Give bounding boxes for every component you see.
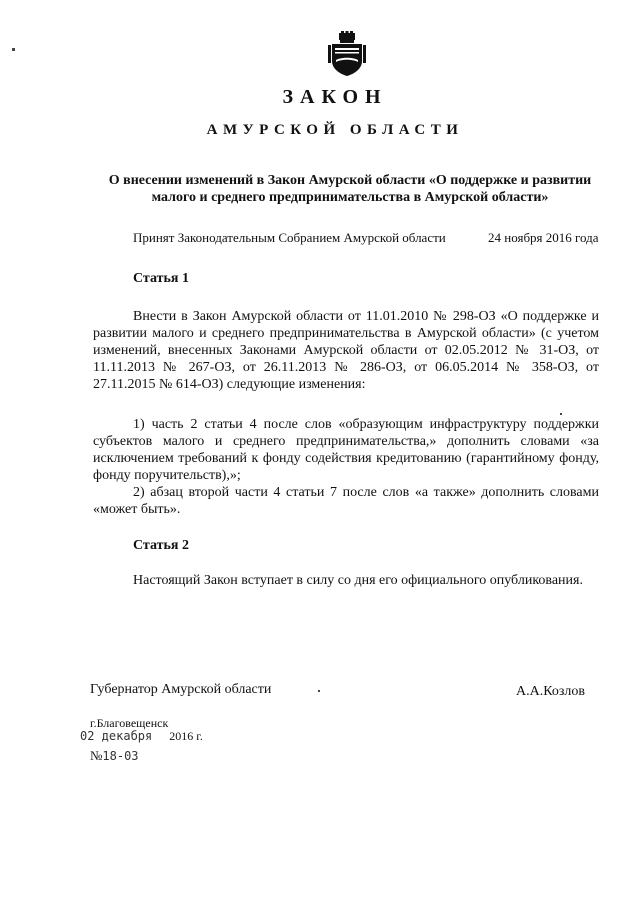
scan-speck bbox=[12, 48, 15, 51]
adoption-label: Принят Законодательным Собранием Амурской области bbox=[133, 230, 446, 245]
article-1-title: Статья 1 bbox=[133, 271, 189, 286]
coat-of-arms-icon bbox=[327, 31, 367, 76]
article-1-paragraph-2: 1) часть 2 статьи 4 после слов «образующим инфраструктуру поддержки субъектов малого и среднего предпринимательства,» дополнить словами «за исключением требований к фонду содействия кредитованию (гарантийному фонду, фонду поручительств),»; bbox=[93, 417, 599, 483]
article-2-title: Статья 2 bbox=[133, 538, 189, 553]
date-year: 2016 г. bbox=[169, 729, 203, 743]
scan-speck bbox=[318, 690, 320, 692]
document-title: ЗАКОН bbox=[282, 86, 388, 108]
scan-speck bbox=[560, 413, 562, 415]
signing-date bbox=[80, 729, 203, 744]
signing-city: г.Благовещенск bbox=[90, 716, 169, 730]
article-1-paragraph-1: Внести в Закон Амурской области от 11.01.2010 № 298-ОЗ «О поддержке и развитии малого и среднего предпринимательства в Амурской области» (с учетом изменений, внесенных Законами Амурской области от 02.05.2012 № 31-ОЗ, от 11.11.2013 № 267-ОЗ, от 26.11.2013 № 286-ОЗ, от 06.05.2014 № 358-ОЗ, от 27.11.2015 № 614-ОЗ) следующие изменения: bbox=[93, 309, 599, 392]
document-subtitle: АМУРСКОЙ ОБЛАСТИ bbox=[206, 122, 464, 138]
signatory-name: А.А.Козлов bbox=[516, 684, 585, 699]
law-number bbox=[90, 748, 139, 764]
signatory-position: Губернатор Амурской области bbox=[90, 682, 272, 697]
number-prefix: № bbox=[90, 748, 103, 763]
law-heading: О внесении изменений в Закон Амурской области «О поддержке и развитии малого и среднего предпринимательства в Амурской области» bbox=[108, 173, 592, 205]
adoption-date: 24 ноября 2016 года bbox=[488, 230, 599, 245]
date-stamp: 02 декабря bbox=[80, 729, 153, 743]
article-2-paragraph-1: Настоящий Закон вступает в силу со дня его официального опубликования. bbox=[133, 573, 583, 588]
number-value: 18-03 bbox=[102, 749, 139, 763]
article-1-paragraph-3: 2) абзац второй части 4 статьи 7 после слов «а также» дополнить словами «может быть». bbox=[93, 485, 599, 517]
